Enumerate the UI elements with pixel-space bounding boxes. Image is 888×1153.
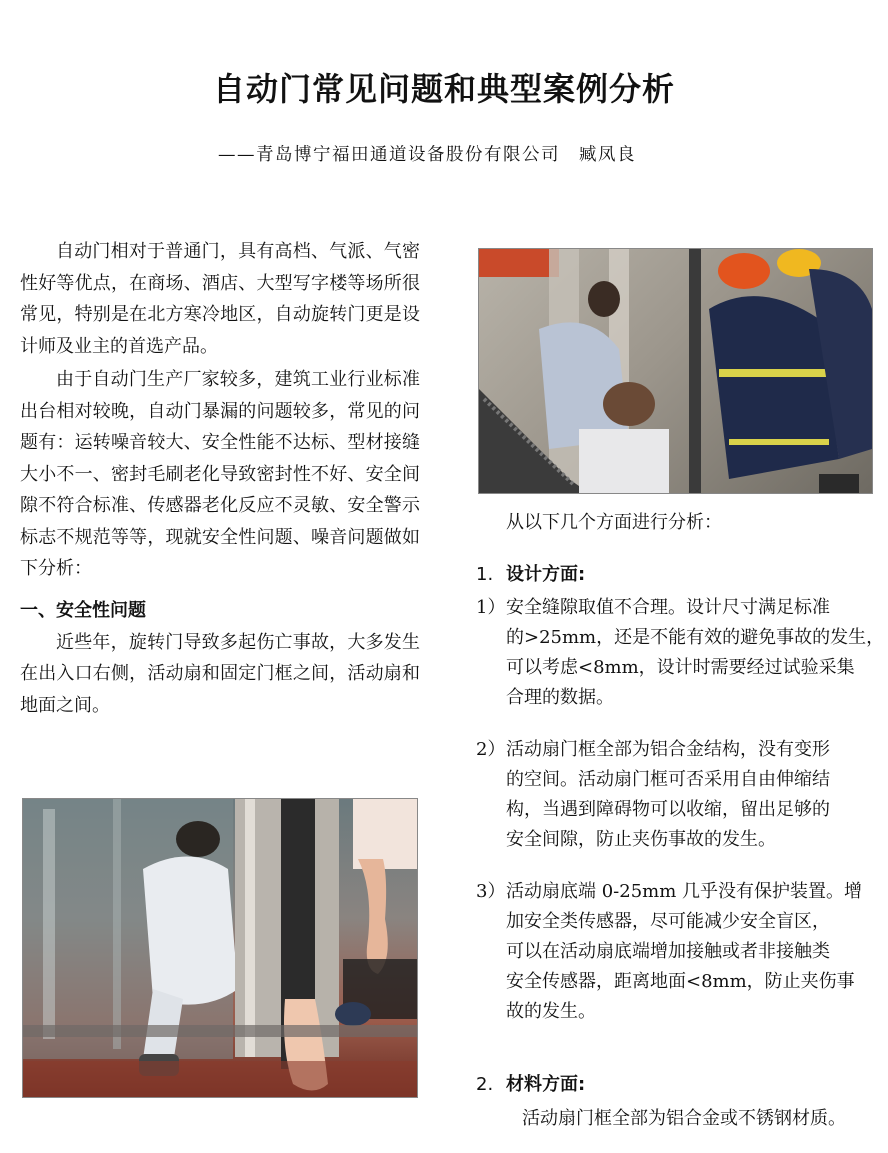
item-line: 故的发生。: [506, 1001, 596, 1022]
left-column: [20, 236, 420, 721]
intro-paragraph: 自动门相对于普通门，具有高档、气派、气密性好等优点，在商场、酒店、大型写字楼等场所很常见，特别是在北方寒冷地区，自动旋转门更是设计师及业主的首选产品。: [20, 241, 420, 357]
list-item: [476, 593, 885, 713]
item-line: 1）安全缝隙取值不合理。设计尺寸满足标准: [476, 593, 880, 623]
item-line: 构，当遇到障碍物可以收缩，留出足够的: [506, 799, 830, 820]
analysis-intro: 从以下几个方面进行分析：: [506, 512, 722, 533]
section-number: 2.: [476, 1074, 494, 1095]
list-item: [476, 877, 880, 1027]
section-number: 1.: [476, 564, 494, 585]
item-marker: 1）: [476, 597, 506, 618]
page-title: 自动门常见问题和典型案例分析: [212, 70, 675, 108]
list-item: [476, 735, 880, 855]
item-marker: 3）: [476, 881, 506, 902]
item-line: 的>25mm，还是不能有效的避免事故的发生，: [506, 627, 885, 648]
photo-foot-trapped: [22, 798, 418, 1098]
accidents-paragraph: 近些年，旋转门导致多起伤亡事故，大多发生在出入口右侧，活动扇和固定门框之间，活动扇和地面之间。: [20, 631, 420, 716]
section-materials: [476, 1070, 585, 1100]
item-line: 安全间隙，防止夹伤事故的发生。: [506, 829, 776, 850]
materials-paragraph: 活动扇门框全部为铝合金或不锈钢材质。: [522, 1108, 846, 1129]
item-marker: 2）: [476, 739, 506, 760]
item-line: 合理的数据。: [506, 687, 614, 708]
section-label: 材料方面:: [506, 1074, 586, 1095]
section-heading-safety: 一、安全性问题: [20, 599, 146, 621]
item-line: 的空间。活动扇门框可否采用自由伸缩结: [506, 769, 830, 790]
section-design: [476, 560, 585, 590]
section-label: 设计方面:: [506, 564, 586, 585]
item-line: 可以在活动扇底端增加接触或者非接触类: [506, 941, 830, 962]
author-line: ——青岛博宁福田通道设备股份有限公司 臧凤良: [218, 145, 636, 165]
item-line: 可以考虑<8mm，设计时需要经过试验采集: [506, 657, 855, 678]
item-line: 3）活动扇底端 0-25mm 几乎没有保护装置。增: [476, 877, 880, 907]
item-line: 安全传感器，距离地面<8mm，防止夹伤事: [506, 971, 855, 992]
photo-rescue: [478, 248, 873, 494]
problems-paragraph: 由于自动门生产厂家较多，建筑工业行业标准出台相对较晚，自动门暴漏的问题较多，常见的问题有：运转噪音较大、安全性能不达标、型材接缝大小不一、密封毛刷老化导致密封性不好、安全间隙不符合标准、传感器老化反应不灵敏、安全警示标志不规范等等，现就安全性问题、噪音问题做如下分析：: [20, 369, 420, 579]
item-line: 2）活动扇门框全部为铝合金结构，没有变形: [476, 735, 880, 765]
item-line: 加安全类传感器，尽可能减少安全盲区，: [506, 911, 830, 932]
